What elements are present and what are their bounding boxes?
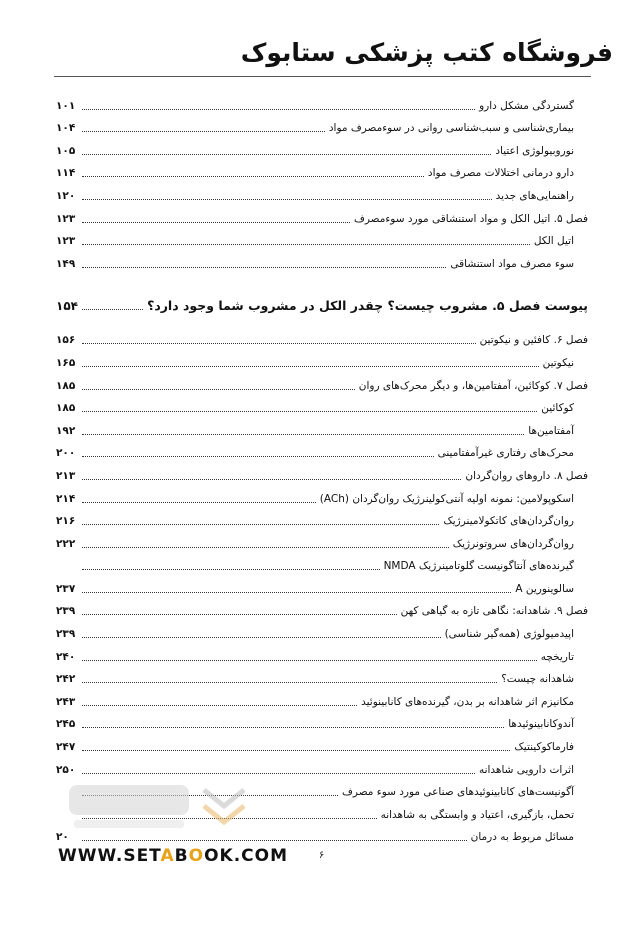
table-of-contents [56,90,588,844]
toc-entry-title: روان‌گردان‌های سروتونرژیک [452,537,574,550]
dot-leader [82,154,491,155]
toc-entry-title: مسائل مربوط به درمان [470,831,574,844]
toc-entry-title: مکانیزم اثر شاهدانه بر بدن، گیرنده‌های کانابینوئید [361,695,574,708]
dot-leader [82,222,350,223]
dot-leader [82,569,380,570]
dot-leader [82,456,434,457]
toc-entry [56,596,588,619]
toc-entry-page: ۱۸۵ [56,402,76,415]
toc-entry [56,180,588,203]
toc-entry-page: ۲۴۵ [56,718,76,731]
toc-entry [56,506,588,529]
toc-entry-title: فارماکوکینتیک [514,741,574,754]
toc-entry-page: ۱۹۲ [56,424,76,437]
toc-entry-title: کوکائین [541,402,574,415]
dot-leader [82,502,316,503]
toc-entry-title: اسکوپولامین: نمونه اولیه آنتی‌کولینرژیک روان‌گردان (ACh) [319,492,574,505]
toc-entry-title: اثرات دارویی شاهدانه [478,763,574,776]
dot-leader [82,479,461,480]
toc-entry [56,113,588,136]
toc-entry-page: ۲۴۰ [56,650,76,663]
dot-leader [82,682,497,683]
toc-entry-title: تحمل، بازگیری، اعتیاد و وابستگی به شاهدانه [380,808,574,821]
dot-leader [82,705,357,706]
dot-leader [82,267,446,268]
toc-entry [56,664,588,687]
toc-entry [56,438,588,461]
dot-leader [82,366,539,367]
toc-entry-page: ۱۰۴ [56,122,76,135]
toc-entry-title: گستردگی مشکل دارو [479,99,574,112]
toc-entry-page: ۱۵۶ [56,334,76,347]
dot-leader [82,524,439,525]
toc-entry-title: تاریخچه [540,650,574,663]
toc-entry-page: ۲۰ [56,831,69,844]
toc-entry-page: ۲۳۷ [56,582,76,595]
toc-entry [56,158,588,181]
dot-leader [82,434,524,435]
dot-leader [82,176,424,177]
dot-leader [82,660,537,661]
toc-entry [56,393,588,416]
toc-entry-page: ۲۰۰ [56,447,76,460]
toc-entry-title: اپیدمیولوژی (همه‌گیر شناسی) [444,628,574,641]
toc-entry-page: ۱۰۵ [56,144,76,157]
toc-entry [56,248,588,271]
toc-entry-page: ۱۲۳ [56,212,76,225]
toc-entry-title: شاهدانه چیست؟ [501,673,574,686]
toc-entry-page: ۲۲۲ [56,537,76,550]
toc-entry [56,460,588,483]
toc-entry-title: اتیل الکل [533,235,574,248]
page-number: ۶ [318,850,325,861]
toc-entry-page: ۱۵۴ [56,298,78,313]
toc-entry-page: ۱۲۳ [56,235,76,248]
toc-entry [56,90,588,113]
dot-leader [82,637,441,638]
dot-leader [82,109,475,110]
toc-entry-page: ۲۳۹ [56,605,76,618]
dot-leader [82,244,530,245]
toc-entry-title: محرک‌های رفتاری غیرآمفتامینی [437,447,574,460]
toc-entry-page: ۱۴۹ [56,257,76,270]
toc-entry [56,573,588,596]
toc-entry [56,370,588,393]
dot-leader [82,343,476,344]
toc-entry [56,203,588,226]
header-divider [54,76,591,77]
toc-entry [56,731,588,754]
toc-entry [56,135,588,158]
toc-entry-page: ۱۸۵ [56,379,76,392]
dot-leader [82,389,355,390]
toc-entry-page: ۲۱۳ [56,469,76,482]
dot-leader [82,309,143,310]
toc-entry [56,347,588,370]
toc-entry-title: پیوست فصل ۵. مشروب چیست؟ چقدر الکل در مشروب شما وجود دارد؟ [147,297,588,313]
toc-entry-page: ۲۴۳ [56,695,76,708]
toc-entry [56,618,588,641]
toc-entry-title: بیماری‌شناسی و سبب‌شناسی روانی در سوءمصرف مواد [328,122,574,135]
store-title: فروشگاه کتب پزشکی ستابوک [240,38,613,67]
toc-entry-title: آگونیست‌های کانابینوئیدهای صناعی مورد سوء مصرف [342,786,574,799]
dot-leader [82,750,510,751]
toc-entry [56,325,588,348]
footer-website: WWW.SETABOOK.COM [58,846,288,866]
toc-entry-title: فصل ۸. داروهای روان‌گردان [465,469,588,482]
toc-entry-title: فصل ۶. کافئین و نیکوتین [479,334,588,347]
toc-entry [56,528,588,551]
toc-entry-title: سوء مصرف مواد استنشاقی [450,257,574,270]
toc-entry-page: ۱۱۴ [56,167,76,180]
toc-entry-title: فصل ۵. اتیل الکل و مواد استنشاقی مورد سوءمصرف [353,212,588,225]
toc-entry-page: ۲۴۲ [56,673,76,686]
toc-entry-page: ۲۳۹ [56,628,76,641]
dot-leader [82,614,397,615]
dot-leader [82,727,504,728]
toc-entry-page: ۱۶۵ [56,356,76,369]
dot-leader [82,547,449,548]
dot-leader [82,131,325,132]
toc-entry-title: فصل ۷. کوکائین، آمفتامین‌ها، و دیگر محرک‌های روان [358,379,588,392]
toc-entry-title: آندوکانابینوئیدها [508,718,574,731]
toc-entry [56,551,588,574]
spacer [56,313,588,325]
toc-entry-page: ۲۱۶ [56,515,76,528]
toc-entry-page: ۲۱۴ [56,492,76,505]
dot-leader [82,199,492,200]
toc-entry-title: نیکوتین [542,356,574,369]
toc-entry [56,283,588,313]
toc-entry-title: روان‌گردان‌های کاتکولامینرژیک [443,515,574,528]
spacer [56,271,588,283]
toc-entry-title: فصل ۹. شاهدانه: نگاهی تازه به گیاهی کهن [400,605,588,618]
toc-entry [56,686,588,709]
toc-entry-page: ۲۵۰ [56,763,76,776]
toc-entry [56,415,588,438]
toc-entry-title: سالوینورین A [515,582,574,595]
toc-entry-title: گیرنده‌های آنتاگونیست گلوتامینرژیک NMDA [383,560,574,573]
toc-entry-page: ۱۲۰ [56,189,76,202]
setabook-logo-watermark [54,770,284,848]
toc-entry-page: ۱۰۱ [56,99,76,112]
toc-entry-title: راهنمایی‌های جدید [495,189,574,202]
dot-leader [82,411,537,412]
toc-entry-page: ۲۴۷ [56,741,76,754]
toc-entry-title: نوروبیولوژی اعتیاد [495,144,574,157]
toc-entry-title: دارو درمانی اختلالات مصرف مواد [427,167,574,180]
toc-entry [56,483,588,506]
dot-leader [82,592,511,593]
toc-entry-title: آمفتامین‌ها [528,424,574,437]
toc-entry [56,709,588,732]
toc-entry [56,641,588,664]
page-header [30,38,613,78]
toc-entry [56,226,588,249]
